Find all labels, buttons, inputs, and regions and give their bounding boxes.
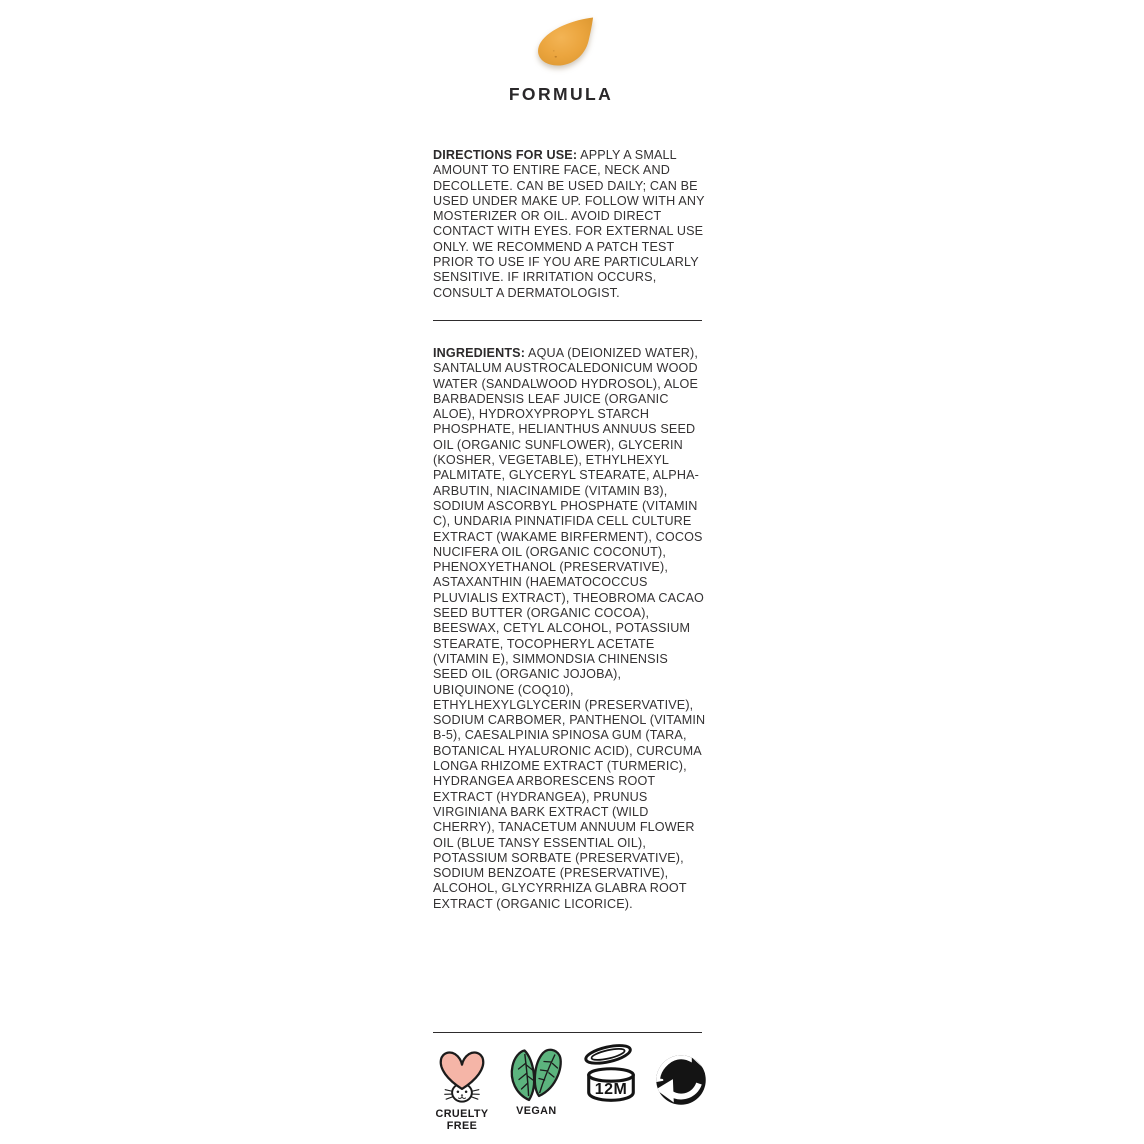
directions-paragraph bbox=[433, 148, 706, 301]
vegan-label: VEGAN bbox=[516, 1105, 557, 1117]
badge-period-after-opening bbox=[580, 1042, 642, 1106]
pao-value: 12M bbox=[594, 1080, 627, 1098]
green-dot-recycle-icon bbox=[654, 1053, 708, 1107]
page-title: FORMULA bbox=[508, 84, 614, 104]
directions-label: DIRECTIONS FOR USE: bbox=[433, 148, 578, 162]
ingredients-label: INGREDIENTS: bbox=[433, 346, 526, 360]
cruelty-free-label: CRUELTY FREE bbox=[435, 1107, 489, 1132]
badges-row bbox=[431, 1042, 708, 1132]
badge-cruelty-free bbox=[431, 1042, 493, 1132]
bunny-heart-icon bbox=[434, 1046, 490, 1106]
directions-text: APPLY A SMALL AMOUNT TO ENTIRE FACE, NECK AND DECOLLETE. CAN BE USED DAILY; CAN BE USED UNDER MAKE UP. FOLLOW WITH ANY MOSTERIZER OR OIL. AVOID DIRECT CONTACT WITH EYES. FOR EXTERNAL USE ONLY. WE RECOMMEND A PATCH TEST PRIOR TO USE IF YOU ARE PARTICULARLY SENSITIVE. IF IRRITATION OCCURS, CONSULT A DERMATOLOGIST. bbox=[433, 148, 705, 300]
vegan-leaves-icon bbox=[506, 1047, 566, 1103]
hero bbox=[433, 10, 689, 85]
ingredients-text: AQUA (DEIONIZED WATER), SANTALUM AUSTROCALEDONICUM WOOD WATER (SANDALWOOD HYDROSOL), ALOE BARBADENSIS LEAF JUICE (ORGANIC ALOE), HYDROXYPROPYL STARCH PHOSPHATE, HELIANTHUS ANNUUS SEED OIL (ORGANIC SUNFLOWER), GLYCERIN (KOSHER, VEGETABLE), ETHYLHEXYL PALMITATE, GLYCERYL STEARATE, ALPHA-ARBUTIN, NIACINAMIDE (VITAMIN B3), SODIUM ASCORBYL PHOSPHATE (VITAMIN C), UNDARIA PINNATIFIDA CELL CULTURE EXTRACT (WAKAME BIRFERMENT), COCOS NUCIFERA OIL (ORGANIC COCONUT), PHENOXYETHANOL (PRESERVATIVE), ASTAXANTHIN (HAEMATOCOCCUS PLUVIALIS EXTRACT), THEOBROMA CACAO SEED BUTTER (ORGANIC COCOA), BEESWAX, CETYL ALCOHOL, POTASSIUM STEARATE, TOCOPHERYL ACETATE (VITAMIN E), SIMMONDSIA CHINENSIS SEED OIL (ORGANIC JOJOBA), UBIQUINONE (COQ10), ETHYLHEXYLGLYCERIN (PRESERVATIVE), SODIUM CARBOMER, PANTHENOL (VITAMIN B-5), CAESALPINIA SPINOSA GUM (TARA, BOTANICAL HYALURONIC ACID), CURCUMA LONGA RHIZOME EXTRACT (TURMERIC), HYDRANGEA ARBORESCENS ROOT EXTRACT (HYDRANGEA), PRUNUS VIRGINIANA BARK EXTRACT (WILD CHERRY), TANACETUM ANNUUM FLOWER OIL (BLUE TANSY ESSENTIAL OIL), POTASSIUM SORBATE (PRESERVATIVE), SODIUM BENZOATE (PRESERVATIVE), ALCOHOL, GLYCYRRHIZA GLABRA ROOT EXTRACT (ORGANIC LICORICE). bbox=[433, 346, 706, 911]
ingredients-paragraph bbox=[433, 346, 706, 912]
cream-drop-icon bbox=[525, 10, 597, 80]
badge-vegan bbox=[505, 1042, 567, 1117]
badge-green-dot bbox=[654, 1042, 708, 1107]
open-jar-icon bbox=[580, 1042, 642, 1106]
divider bbox=[433, 1032, 702, 1033]
divider bbox=[433, 320, 702, 321]
